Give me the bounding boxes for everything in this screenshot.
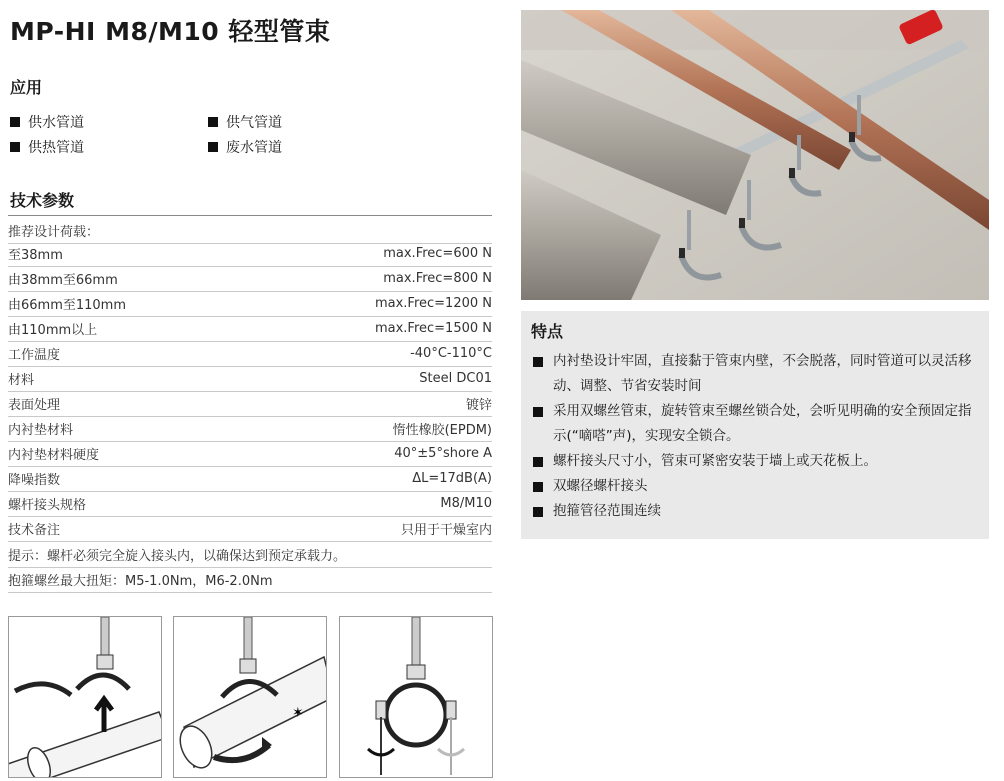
list-item: 抱箍管径范围连续 xyxy=(533,499,983,524)
table-row: 螺杆接头规格 M8/M10 xyxy=(8,491,492,517)
note-text: 提示：螺杆必须完全旋入接头内，以确保达到预定承载力。 xyxy=(8,542,492,568)
bullet-square-icon xyxy=(533,357,543,367)
product-photo xyxy=(521,10,989,300)
features-panel xyxy=(521,311,989,539)
table-row: 内衬垫材料 惰性橡胶(EPDM) xyxy=(8,416,492,442)
page-title: MP-HI M8/M10 轻型管束 xyxy=(10,17,331,46)
clamp-open-icon xyxy=(9,617,161,777)
table-row: 由66mm至110mm max.Frec=1200 N xyxy=(8,291,492,317)
tech-heading: 技术参数 xyxy=(10,191,75,210)
table-row: 表面处理 镀锌 xyxy=(8,391,492,417)
note-text: 抱箍螺丝最大扭矩：M5-1.0Nm，M6-2.0Nm xyxy=(8,567,492,593)
table-row: 材料 Steel DC01 xyxy=(8,366,492,392)
table-row: 内衬垫材料硬度 40°±5°shore A xyxy=(8,441,492,467)
clamp-tighten-icon xyxy=(340,617,492,777)
application-item: 供热管道 xyxy=(10,137,84,157)
bullet-square-icon xyxy=(533,457,543,467)
table-row: 工作温度 -40°C-110°C xyxy=(8,341,492,367)
bullet-square-icon xyxy=(208,117,218,127)
application-item: 供气管道 xyxy=(208,112,282,132)
bullet-square-icon xyxy=(533,407,543,417)
svg-text:✶: ✶ xyxy=(292,705,304,721)
load-label: 推荐设计荷载： xyxy=(8,218,492,244)
table-row: 技术备注 只用于干燥室内 xyxy=(8,516,492,542)
list-item: 螺杆接头尺寸小，管束可紧密安装于墙上或天花板上。 xyxy=(533,449,983,474)
table-row: 由110mm以上 max.Frec=1500 N xyxy=(8,316,492,342)
clamp-close-icon xyxy=(174,617,326,777)
divider xyxy=(8,215,492,216)
install-step-3-illustration xyxy=(339,616,493,778)
bullet-square-icon xyxy=(10,117,20,127)
application-item: 供水管道 xyxy=(10,112,84,132)
bullet-square-icon xyxy=(208,142,218,152)
bullet-square-icon xyxy=(533,507,543,517)
application-heading: 应用 xyxy=(10,78,43,97)
install-step-2-illustration xyxy=(173,616,327,778)
list-item: 采用双螺丝管束，旋转管束至螺丝锁合处，会听见明确的安全预固定指示(“嘀嗒”声)，实现安全锁合。 xyxy=(533,399,983,449)
bullet-square-icon xyxy=(10,142,20,152)
list-item: 内衬垫设计牢固，直接黏于管束内壁，不会脱落，同时管道可以灵活移动、调整、节省安装时间 xyxy=(533,349,983,399)
application-item: 废水管道 xyxy=(208,137,282,157)
install-step-1-illustration xyxy=(8,616,162,778)
table-row: 降噪指数 ΔL=17dB(A) xyxy=(8,466,492,492)
table-row: 由38mm至66mm max.Frec=800 N xyxy=(8,266,492,292)
bullet-square-icon xyxy=(533,482,543,492)
list-item: 双螺径螺杆接头 xyxy=(533,474,983,499)
table-row: 至38mm max.Frec=600 N xyxy=(8,241,492,267)
features-heading: 特点 xyxy=(531,322,564,341)
